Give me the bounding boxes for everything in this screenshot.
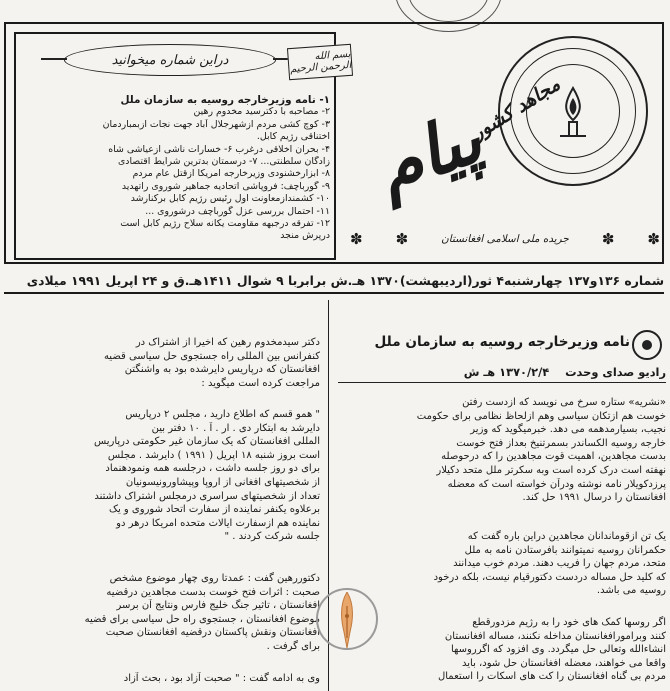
text-line: جلسه شرکت کردند . " bbox=[224, 531, 320, 543]
contents-item: ۱۱- احتمال بررسی عزل گورباچف درشوروی ... bbox=[145, 205, 330, 217]
text-line: برای گرفت . bbox=[266, 640, 320, 652]
article-paragraph bbox=[338, 396, 666, 505]
text-line: دایرشد به ابتکار دی . ار . آ . ۱۰ دفتر بین bbox=[151, 422, 320, 434]
pen-nib-icon bbox=[338, 592, 356, 648]
masthead-subtitle-band bbox=[350, 226, 660, 252]
contents-item: ۲- مصاحبه با دکترسید مخدوم رهین bbox=[193, 106, 330, 118]
text-line: المللی افغانستان که یک سازمان غیر حکومتی درپاریس bbox=[93, 436, 320, 448]
text-line: پرزدکویلار نامه نوشته ودرآن خواسته است که معضله bbox=[447, 478, 666, 490]
text-line: نجیب، بسیارمدهمه می دهد. خبرمیگوید که وزیر bbox=[470, 424, 666, 436]
paper-name-script: مجاهد کشور bbox=[467, 73, 565, 145]
contents-item: زادگان سلطنتی... ۷- درسمتان بدترین شرایط اقتصادی bbox=[117, 156, 330, 168]
text-line: یک تن ازقوماندانان مجاهدین دراین باره گفت که bbox=[467, 531, 666, 542]
pen-logo bbox=[316, 588, 378, 650]
text-line: افغانستان را درسال ۱۹۹۱ حل کند. bbox=[522, 492, 666, 504]
article-column-left bbox=[6, 300, 329, 691]
text-line: روسیه می باشد. bbox=[596, 585, 666, 597]
interview-quote bbox=[10, 408, 320, 544]
bismillah-box: بسم الله الرحمن الرحیم bbox=[287, 44, 353, 80]
text-line: افغانستان ، تاثیر جنگ خلیج فارس ونتایج آن برسر bbox=[116, 600, 320, 612]
article-paragraph bbox=[338, 530, 666, 598]
text-line: حکمرانان روسیه نمیتوانند بافرستادن نامه به ملل bbox=[464, 544, 666, 556]
star-icon: ✽ bbox=[350, 230, 363, 248]
text-line: که کلید حل مساله دردست دکتورقیام نیست، بلکه درخود bbox=[433, 571, 666, 583]
contents-item: ۱۲- تفرقه درجبهه مقاومت یکانه سلاح رژیم کابل است bbox=[120, 218, 330, 230]
text-line: اگر روسها کمک های خود را به رژیم مزدورقطع bbox=[472, 617, 666, 628]
text-line: کنفرانس بین المللی راه جستجوی حل سیاسی قضیه bbox=[103, 350, 320, 362]
text-line: وی به ادامه گفت : " صحبت آزاد بود ، بحث آزاد bbox=[123, 673, 320, 684]
contents-item: ۱۰- کشمندازمعاونت اول رئیس رژیم کابل برکنارشد bbox=[130, 193, 330, 205]
text-line: مراجعت کرده است میگوید : bbox=[201, 377, 320, 389]
text-line: نهفته است درک کرده است وبه سکرتر ملل متحد دکیلار bbox=[436, 464, 666, 476]
source-date: ۱۳۷۰/۲/۴ هـ ش bbox=[463, 365, 550, 379]
article-paragraph bbox=[338, 616, 666, 684]
text-line: افغانستان که درپاریس دایرشده بود به واشنگتن bbox=[124, 364, 320, 376]
masthead bbox=[4, 22, 664, 264]
text-line: " همو قسم که اطلاع دارید ، مجلس ۲ درپاریس bbox=[125, 409, 320, 420]
interview-intro bbox=[10, 336, 320, 390]
star-icon: ✽ bbox=[395, 230, 409, 248]
contents-box bbox=[14, 32, 352, 260]
text-line: انشاءالله وتعالی حل میگردد. وی افزود که اگرروسها bbox=[451, 644, 666, 656]
contents-item: درپرش منجد bbox=[280, 230, 330, 242]
star-icon: ✽ bbox=[601, 230, 615, 248]
contents-item: ۳- کوچ کشی مردم ازشهرجلال آباد جهت نجات ازبمباردمان bbox=[102, 118, 330, 130]
text-line: متحد، مردم جهان را فریب دهند. مردم خوب میدانند bbox=[453, 558, 666, 570]
text-line: موضوع افغانستان ، جستجوی راه حل سیاسی برای قضیه bbox=[84, 613, 320, 625]
text-line: خارجه روسیه الکساندر بسمرتنیخ بعداز فتح خوست bbox=[456, 437, 666, 449]
article-source bbox=[338, 362, 666, 383]
contents-item: ۹- گورباچف: فروپاشی اتحادیه جماهیر شوروی راتهدید bbox=[121, 180, 330, 192]
article-column-right bbox=[338, 300, 666, 691]
text-line: کنند وبرامورافغانستان مداخله نکنند، مساله افغانستان bbox=[444, 630, 666, 642]
text-line: دکتر سیدمخدوم رهین که اخیرا از اشتراک در bbox=[135, 337, 320, 348]
paper-name: پیام bbox=[364, 95, 493, 210]
text-line: برعلاوه یکنفر نماینده از سفارت اتحاد شوروی و یک bbox=[109, 504, 320, 516]
contents-item: اختناقی رژیم کابل. bbox=[256, 131, 330, 143]
text-line: صحبت : اثرات فتح خوست بدست مجاهدین درقضیه bbox=[106, 586, 320, 598]
text-line: بدست مجاهدین، اهمیت قوت مجاهدین را که درحوصله bbox=[441, 451, 666, 463]
text-line: برای دو روز جلسه داشت ، درجلسه همه ونمودهنماد bbox=[105, 463, 320, 475]
text-line: افغانستان ونقش پاکستان درقضیه افغانستان صحبت bbox=[105, 627, 320, 639]
contents-item: ۱- نامه وزیرخارجه روسیه به سازمان ملل bbox=[120, 94, 330, 106]
issue-dateline: شماره ۱۳۶و۱۳۷ چهارشنبه۴ ثور(اردیبهشت)۱۳۷۰ هـ.ش برابربا ۹ شوال ۱۴۱۱هـ.ق و ۲۴ اپریل ۱۹۹۱ میلادی bbox=[4, 270, 664, 294]
interview-paragraph bbox=[10, 572, 320, 654]
contents-list bbox=[30, 94, 330, 274]
text-line: تعداد از شخصیتهای سراسری درمجلس اشتراک داشتند bbox=[94, 490, 320, 502]
contents-item: ۴- بحران اخلاقی درغرب ۶- خسارات ناشی ازعیاشی شاه bbox=[108, 143, 330, 155]
text-line: خوست هم ازتکان سیاسی وهم ازلحاظ نظامی برای حکومت bbox=[416, 410, 666, 422]
star-icon: ✽ bbox=[647, 230, 660, 248]
headline-bullet-icon bbox=[632, 330, 662, 360]
text-line: دکتوررهین گفت : عمدتا روی چهار موضوع مشخص bbox=[109, 573, 320, 584]
paper-nameplate bbox=[356, 73, 626, 210]
interview-paragraph bbox=[10, 672, 320, 686]
text-line: مردم بی گناه افغانستان را کت های اسکات را استعمال bbox=[437, 671, 666, 683]
text-line: واقعا می خواهند، معضله افغانستان حل شود، باید bbox=[461, 657, 666, 669]
text-line: از شخصیتهای افغانی از اروپا وپیشاورونیسونیان bbox=[125, 476, 320, 488]
text-line: «نشریه» ستاره سرخ می نویسد که ازدست رفتن bbox=[462, 397, 666, 408]
source-name: رادیو صدای وحدت bbox=[565, 365, 666, 379]
contents-ribbon: دراین شماره میخوانید bbox=[64, 44, 276, 76]
contents-item: ۸- ابزارخشنودی وزیرخارجه امریکا ازقتل عام مردم bbox=[132, 168, 330, 180]
text-line: است بروز شنبه ۱۸ اپریل ( ۱۹۹۱ ) دایرشد . مجلس bbox=[107, 449, 320, 461]
masthead-subtitle: جریده ملی اسلامی افغانستان bbox=[441, 233, 569, 245]
text-line: نماینده هم ازسفارت ایالات متحده امریکا درهر دو bbox=[116, 517, 320, 529]
article-headline: نامه وزیرخارجه روسیه به سازمان ملل bbox=[374, 334, 630, 350]
